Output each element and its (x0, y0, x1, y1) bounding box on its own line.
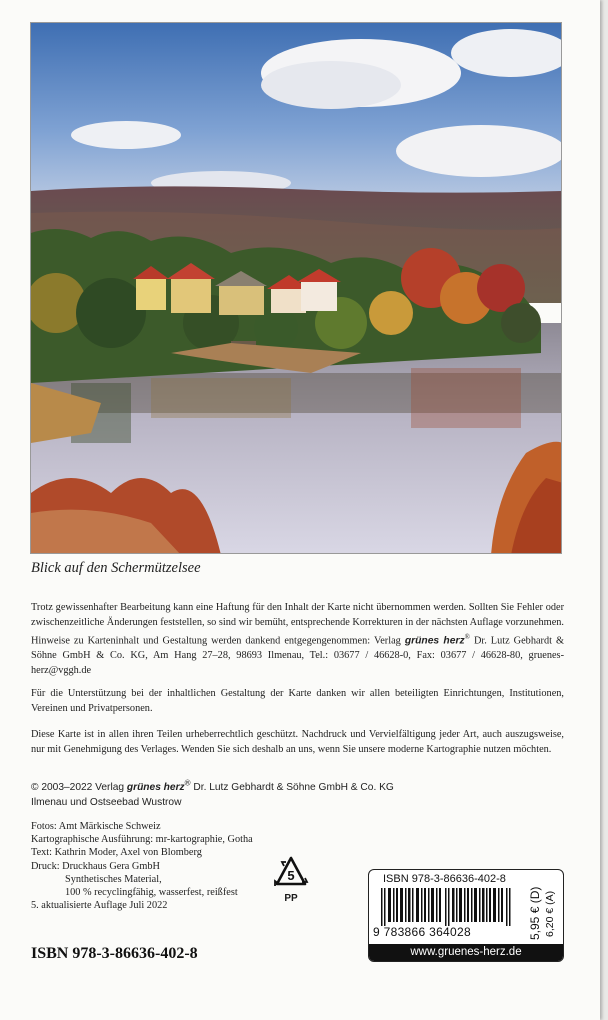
isbn-large: ISBN 978-3-86636-402-8 (31, 945, 198, 962)
publisher-prefix: Verlag (373, 635, 405, 647)
barcode-label (368, 869, 564, 962)
copyright-company: Dr. Lutz Gebhardt & Söhne GmbH & Co. KG (190, 782, 394, 793)
disclaimer-paragraph (31, 600, 564, 678)
credit-text: Text: Kathrin Moder, Axel von Blomberg (31, 847, 202, 859)
credit-print: Druck: Druckhaus Gera GmbH (31, 860, 160, 872)
publisher-reg: ® (464, 633, 470, 641)
copyright-prefix: © 2003–2022 Verlag (31, 782, 127, 793)
credit-edition: 5. aktualisierte Auflage Juli 2022 (31, 900, 168, 912)
photo-caption: Blick auf den Schermützelsee (31, 560, 201, 576)
barcode-digits-3: 364028 (429, 925, 471, 939)
price-germany: 5,95 € (D) (528, 886, 542, 940)
price-austria: 6,20 € (A) (544, 890, 556, 937)
barcode-digit-1: 9 (373, 925, 380, 939)
publisher-address: Dr. Lutz Gebhardt & Söhne GmbH & Co. KG, Am Hang 27–28, 98693 Ilmenau, Tel.: 03677 / 46628-0, Fax: 03677 / 46628-80, gruenes-herz@vggh.de (31, 635, 565, 677)
barcode-bars (381, 888, 521, 926)
barcode-digits-2: 783866 (383, 925, 426, 939)
copyright-notice-paragraph: Diese Karte ist in allen ihren Teilen urheberrechtlich geschützt. Nachdruck und Vervielfältigung jeder Art, auch auszugsweise, nur mit Genehmigung des Verlages. Wenden Sie sich deshalb an uns, wenn Sie unsere moderne Kartographie nutzen möchten. (31, 729, 564, 755)
thanks-paragraph: Für die Unterstützung bei der inhaltlichen Gestaltung der Karte danken wir allen beteiligten Einrichtungen, Institutionen, Vereinen und Privatpersonen. (31, 688, 564, 714)
publisher-brand: grünes herz (404, 635, 465, 647)
copyright-line-1 (31, 780, 511, 795)
copyright-block (31, 780, 511, 810)
credit-material-2: 100 % recyclingfähig, wasserfest, reißfest (65, 887, 238, 899)
credit-cartography: Kartographische Ausführung: mr-kartographie, Gotha (31, 834, 253, 846)
publisher-website: www.gruenes-herz.de (369, 944, 563, 961)
credit-photos: Fotos: Amt Märkische Schweiz (31, 821, 161, 832)
recycle-label: PP (284, 893, 298, 904)
credit-material: Synthetisches Material, (65, 873, 162, 885)
disclaimer-text: Trotz gewissenhafter Bearbeitung kann eine Haftung für den Inhalt der Karte nicht übernommen werden. Sollten Sie Fehler oder zwischenzeitliche Änderungen feststellen, so sind wir bemüht, entsprechende Korrekturen in der nächsten Auflage vorzunehmen. Hinweise zu Karteninhalt und Gestaltung werden dankend entgegengenommen: (31, 602, 564, 647)
copyright-line-2: Ilmenau und Ostseebad Wustrow (31, 797, 182, 808)
recycle-number: 5 (287, 868, 295, 883)
copyright-reg: ® (184, 778, 191, 788)
recycle-5-pp-icon (272, 856, 310, 906)
barcode-isbn: ISBN 978-3-86636-402-8 (383, 873, 506, 885)
lake-photo (30, 22, 562, 554)
copyright-brand: grünes herz (126, 782, 185, 793)
barcode-digits (373, 925, 523, 939)
